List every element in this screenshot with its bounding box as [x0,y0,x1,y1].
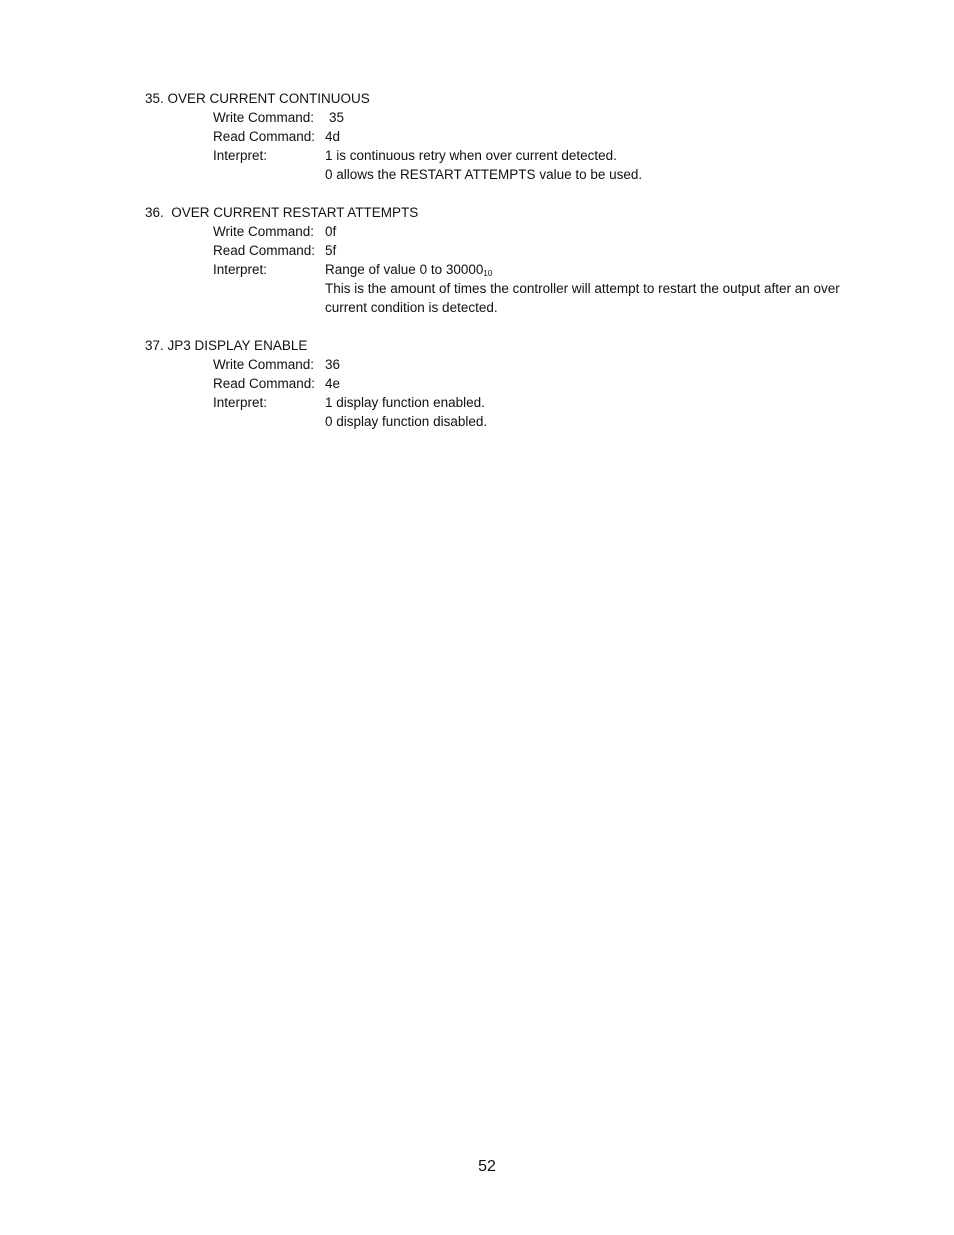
write-command-value: 35 [329,110,345,125]
read-command-value: 4d [325,129,341,144]
range-subscript: 10 [483,269,493,278]
read-command-value: 5f [325,243,337,258]
write-command-label: Write Command: [213,357,315,372]
read-command-value: 4e [325,376,341,391]
interpret-label: Interpret: [213,262,268,277]
section-heading: 35. OVER CURRENT CONTINUOUS [145,91,370,106]
interpret-row [145,146,885,165]
write-command-row [145,355,885,374]
write-command-value: 0f [325,224,337,239]
interpret-row [145,260,885,279]
interpret-line: 1 display function enabled. [325,395,485,410]
write-command-label: Write Command: [213,110,315,125]
range-text: Range of value 0 to 30000 [325,262,484,277]
interpret-row-continued [145,165,885,184]
interpret-label: Interpret: [213,395,268,410]
write-command-row [145,222,885,241]
write-command-row [145,108,885,127]
page-number: 52 [478,1158,496,1175]
interpret-row [145,393,885,412]
read-command-label: Read Command: [213,243,316,258]
section-37 [145,336,885,431]
interpret-line: 0 allows the RESTART ATTEMPTS value to be used. [325,167,643,182]
write-command-value: 36 [325,357,341,372]
read-command-row [145,374,885,393]
interpret-line: This is the amount of times the controller will attempt to restart the output after an over current condition is detected. [325,281,840,315]
read-command-label: Read Command: [213,129,316,144]
write-command-label: Write Command: [213,224,315,239]
interpret-row-continued [145,279,885,317]
section-36 [145,203,885,317]
section-heading: 36. OVER CURRENT RESTART ATTEMPTS [145,205,419,220]
section-heading: 37. JP3 DISPLAY ENABLE [145,338,308,353]
read-command-row [145,127,885,146]
interpret-row-continued [145,412,885,431]
interpret-label: Interpret: [213,148,268,163]
read-command-label: Read Command: [213,376,316,391]
interpret-line: 1 is continuous retry when over current detected. [325,148,617,163]
section-35 [145,89,885,184]
interpret-line: 0 display function disabled. [325,414,488,429]
read-command-row [145,241,885,260]
